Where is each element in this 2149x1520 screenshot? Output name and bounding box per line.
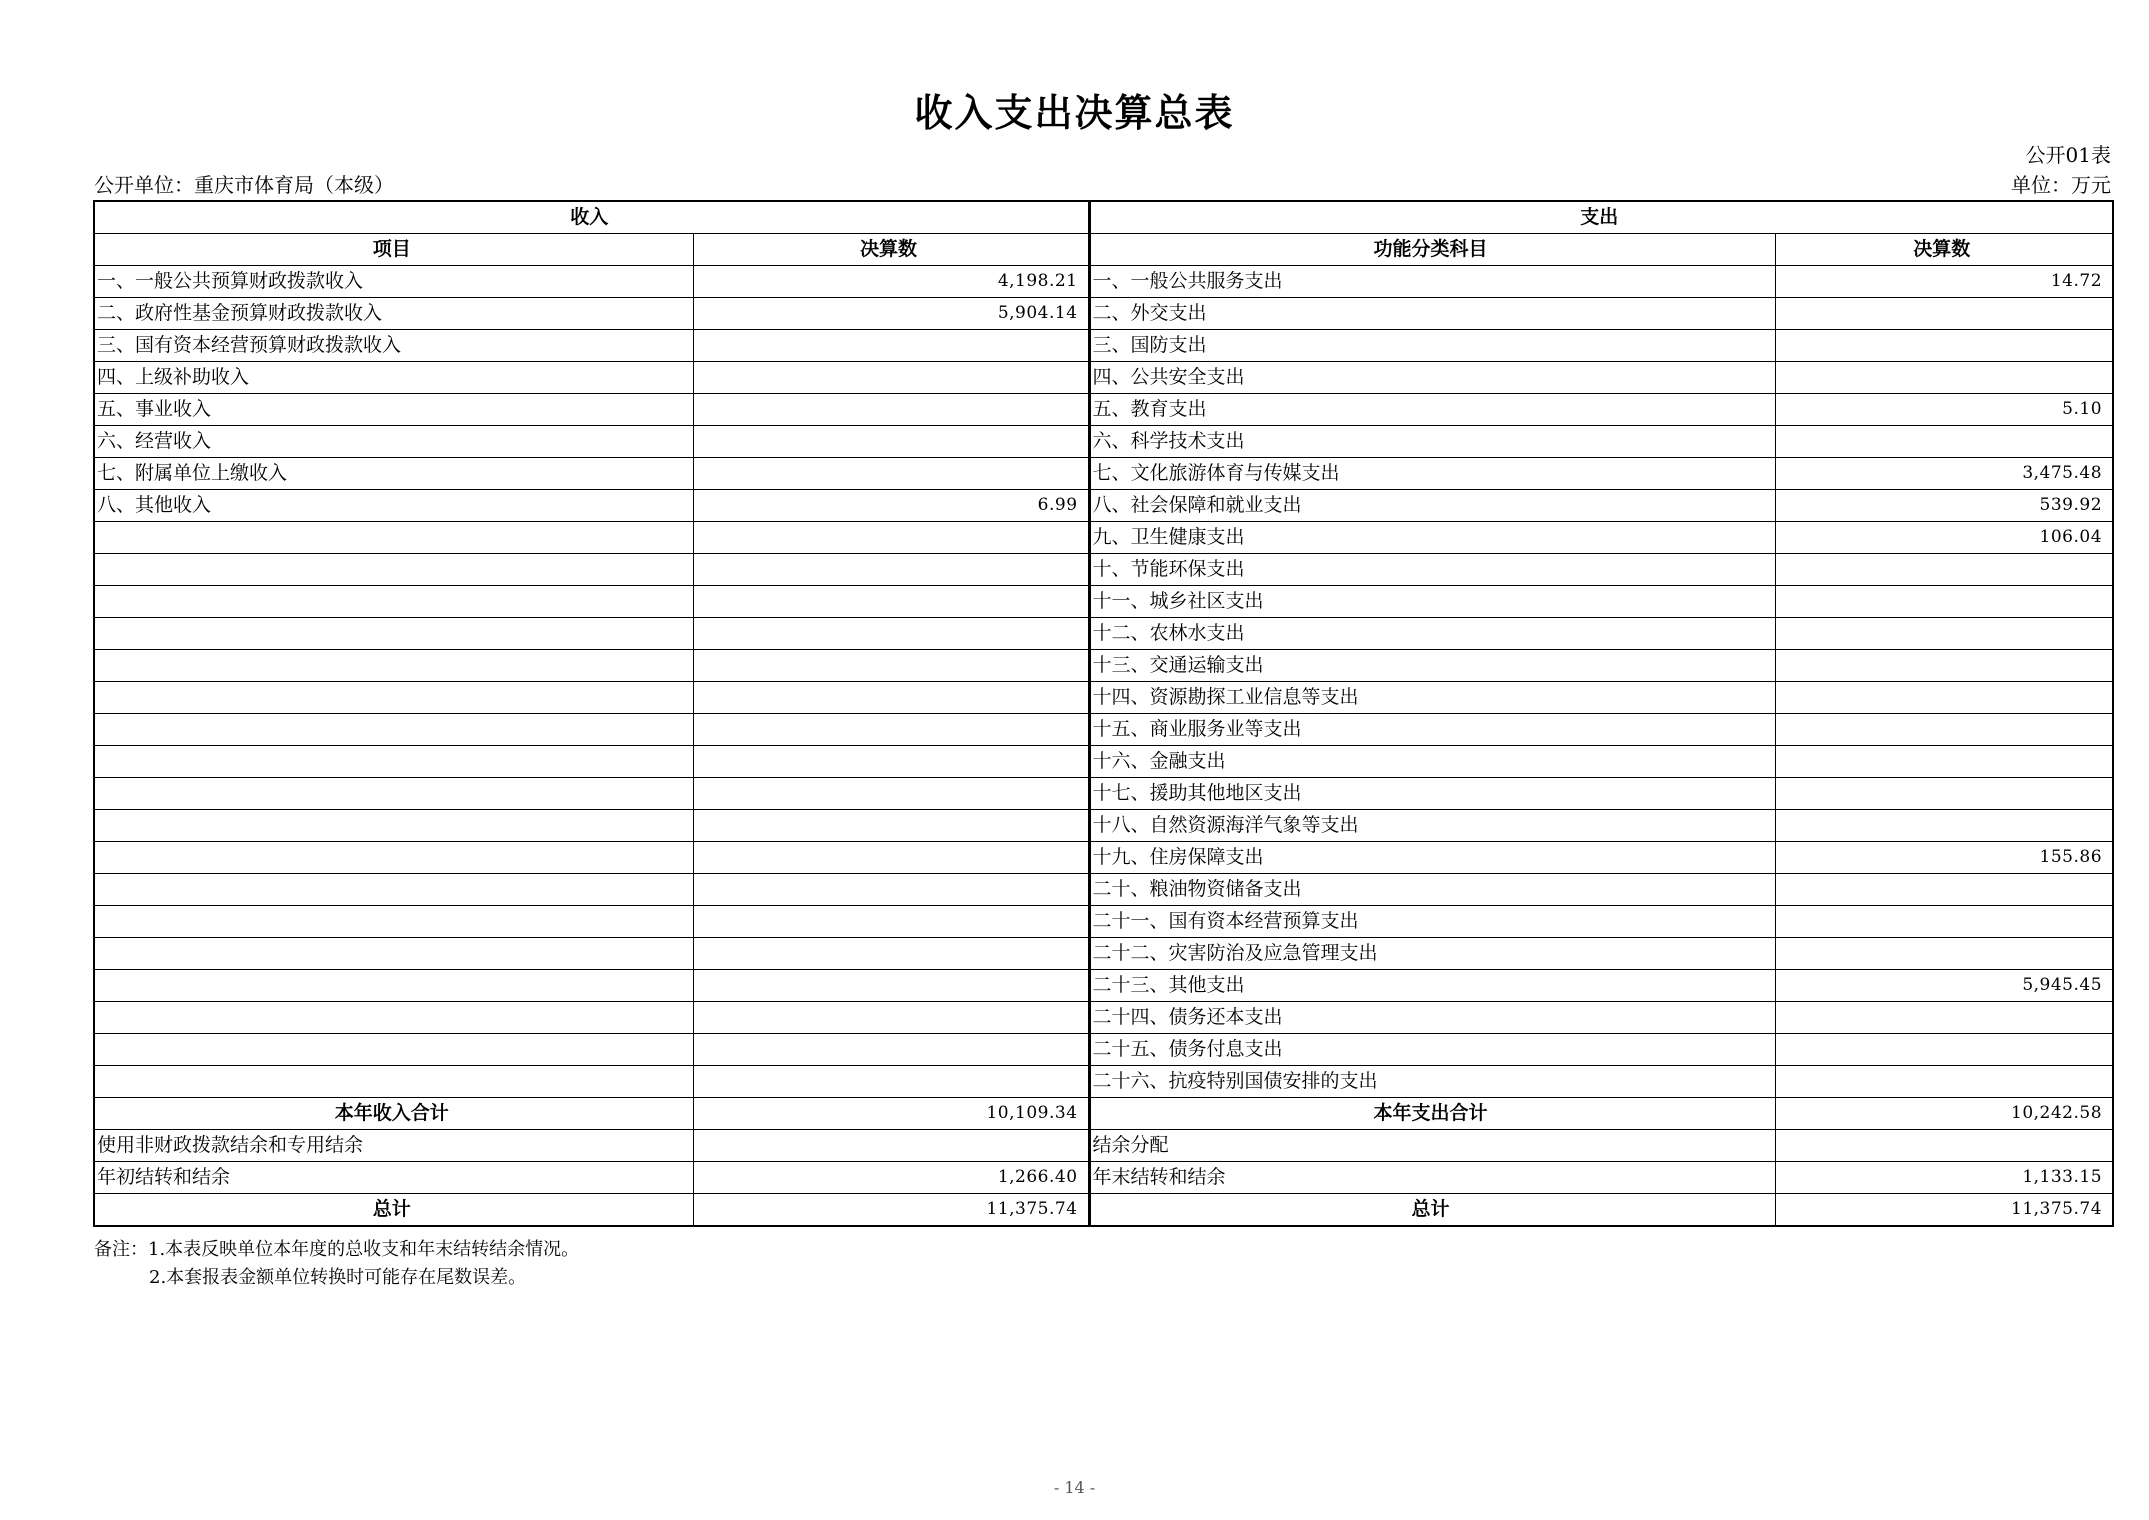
income-amount-cell: 1,266.40 xyxy=(693,1162,1089,1194)
income-amount-cell: 4,198.21 xyxy=(693,266,1089,298)
expense-item-cell: 六、科学技术支出 xyxy=(1089,426,1775,458)
income-item-cell xyxy=(94,682,693,714)
income-item-cell: 三、国有资本经营预算财政拨款收入 xyxy=(94,330,693,362)
header-row-2 xyxy=(94,234,2113,266)
expense-amount-cell xyxy=(1775,874,2113,906)
table-row xyxy=(94,618,2113,650)
table-row xyxy=(94,682,2113,714)
expense-item-cell: 十、节能环保支出 xyxy=(1089,554,1775,586)
expense-amount-cell xyxy=(1775,778,2113,810)
expense-amount-cell xyxy=(1775,682,2113,714)
expense-amount-cell xyxy=(1775,426,2113,458)
expense-amount-cell xyxy=(1775,1130,2113,1162)
expense-item-cell: 七、文化旅游体育与传媒支出 xyxy=(1089,458,1775,490)
expense-amount-cell xyxy=(1775,714,2113,746)
expense-item-cell: 十五、商业服务业等支出 xyxy=(1089,714,1775,746)
expense-item-cell: 二十二、灾害防治及应急管理支出 xyxy=(1089,938,1775,970)
form-number: 公开01表 xyxy=(2025,143,2111,167)
expense-amount-cell xyxy=(1775,810,2113,842)
table-row xyxy=(94,938,2113,970)
income-item-cell xyxy=(94,874,693,906)
table-row xyxy=(94,778,2113,810)
expense-item-cell: 十四、资源勘探工业信息等支出 xyxy=(1089,682,1775,714)
table-row xyxy=(94,746,2113,778)
income-item-cell xyxy=(94,554,693,586)
expense-amount-cell xyxy=(1775,1066,2113,1098)
table-row xyxy=(94,874,2113,906)
table-row xyxy=(94,490,2113,522)
income-amount-cell xyxy=(693,1034,1089,1066)
income-item-cell xyxy=(94,810,693,842)
expense-item-cell: 二十四、债务还本支出 xyxy=(1089,1002,1775,1034)
expense-item-cell: 十七、援助其他地区支出 xyxy=(1089,778,1775,810)
income-amount-cell: 6.99 xyxy=(693,490,1089,522)
expense-item-cell: 十六、金融支出 xyxy=(1089,746,1775,778)
expense-item-cell: 十九、住房保障支出 xyxy=(1089,842,1775,874)
income-item-cell: 七、附属单位上缴收入 xyxy=(94,458,693,490)
func-class-column-header: 功能分类科目 xyxy=(1089,234,1775,266)
income-amount-cell xyxy=(693,1066,1089,1098)
income-item-cell xyxy=(94,746,693,778)
expense-amount-cell xyxy=(1775,554,2113,586)
income-amount-cell xyxy=(693,1130,1089,1162)
income-amount-cell xyxy=(693,778,1089,810)
table-row xyxy=(94,362,2113,394)
table-row xyxy=(94,554,2113,586)
note-2: 2.本套报表金额单位转换时可能存在尾数误差。 xyxy=(149,1267,527,1288)
currency-unit: 单位：万元 xyxy=(2011,173,2111,197)
income-subtotal-label: 本年收入合计 xyxy=(94,1098,693,1130)
expense-amount-cell: 14.72 xyxy=(1775,266,2113,298)
income-amount-cell xyxy=(693,874,1089,906)
note-1: 备注：1.本表反映单位本年度的总收支和年末结转结余情况。 xyxy=(94,1239,580,1260)
income-item-cell: 四、上级补助收入 xyxy=(94,362,693,394)
income-item-cell xyxy=(94,650,693,682)
expense-amount-cell xyxy=(1775,362,2113,394)
income-amount-cell xyxy=(693,362,1089,394)
item-column-header: 项目 xyxy=(94,234,693,266)
table-row xyxy=(94,1066,2113,1098)
income-amount-cell xyxy=(693,586,1089,618)
expense-amount-cell: 5.10 xyxy=(1775,394,2113,426)
expense-item-cell: 一、一般公共服务支出 xyxy=(1089,266,1775,298)
notes xyxy=(94,1236,579,1292)
expense-item-cell: 九、卫生健康支出 xyxy=(1089,522,1775,554)
table-row xyxy=(94,650,2113,682)
expense-amount-cell: 106.04 xyxy=(1775,522,2113,554)
expense-total-label: 总计 xyxy=(1089,1194,1775,1227)
income-amount-cell xyxy=(693,970,1089,1002)
income-amount-cell xyxy=(693,522,1089,554)
table-row xyxy=(94,266,2113,298)
page-number: - 14 - xyxy=(1053,1478,1096,1497)
reporting-unit: 公开单位：重庆市体育局（本级） xyxy=(94,173,394,197)
income-item-cell xyxy=(94,906,693,938)
expense-amount-cell xyxy=(1775,650,2113,682)
income-item-cell xyxy=(94,618,693,650)
income-item-cell xyxy=(94,1066,693,1098)
amount-column-header: 决算数 xyxy=(693,234,1089,266)
table-row xyxy=(94,1002,2113,1034)
income-total-amount: 11,375.74 xyxy=(693,1194,1089,1227)
table-row xyxy=(94,1034,2113,1066)
expense-item-cell: 十八、自然资源海洋气象等支出 xyxy=(1089,810,1775,842)
income-expense-table xyxy=(93,200,2114,1227)
expense-item-cell: 二、外交支出 xyxy=(1089,298,1775,330)
income-item-cell xyxy=(94,1034,693,1066)
income-amount-cell xyxy=(693,458,1089,490)
income-item-cell xyxy=(94,586,693,618)
expense-amount-cell xyxy=(1775,586,2113,618)
expense-item-cell: 四、公共安全支出 xyxy=(1089,362,1775,394)
income-amount-cell: 5,904.14 xyxy=(693,298,1089,330)
table-row xyxy=(94,522,2113,554)
expense-item-cell: 二十一、国有资本经营预算支出 xyxy=(1089,906,1775,938)
expense-amount-cell xyxy=(1775,1034,2113,1066)
table-row xyxy=(94,1162,2113,1194)
income-item-cell xyxy=(94,522,693,554)
expense-item-cell: 二十三、其他支出 xyxy=(1089,970,1775,1002)
expense-amount-cell: 155.86 xyxy=(1775,842,2113,874)
table-row xyxy=(94,426,2113,458)
expense-amount-cell: 539.92 xyxy=(1775,490,2113,522)
header-row-1 xyxy=(94,201,2113,234)
income-item-cell xyxy=(94,778,693,810)
table-row xyxy=(94,714,2113,746)
income-item-cell: 五、事业收入 xyxy=(94,394,693,426)
income-header: 收入 xyxy=(94,201,1089,234)
expense-amount-cell: 1,133.15 xyxy=(1775,1162,2113,1194)
income-item-cell: 一、一般公共预算财政拨款收入 xyxy=(94,266,693,298)
table-row xyxy=(94,330,2113,362)
income-item-cell: 二、政府性基金预算财政拨款收入 xyxy=(94,298,693,330)
income-item-cell xyxy=(94,970,693,1002)
income-item-cell: 使用非财政拨款结余和专用结余 xyxy=(94,1130,693,1162)
table-row xyxy=(94,810,2113,842)
expense-item-cell: 八、社会保障和就业支出 xyxy=(1089,490,1775,522)
expense-amount-cell xyxy=(1775,906,2113,938)
page-title: 收入支出决算总表 xyxy=(914,91,1235,135)
income-subtotal-amount: 10,109.34 xyxy=(693,1098,1089,1130)
income-item-cell: 八、其他收入 xyxy=(94,490,693,522)
expense-amount-cell: 5,945.45 xyxy=(1775,970,2113,1002)
expense-item-cell: 三、国防支出 xyxy=(1089,330,1775,362)
expense-amount-cell xyxy=(1775,298,2113,330)
income-amount-cell xyxy=(693,714,1089,746)
table-row xyxy=(94,394,2113,426)
income-amount-cell xyxy=(693,394,1089,426)
expense-subtotal-label: 本年支出合计 xyxy=(1089,1098,1775,1130)
expense-item-cell: 十二、农林水支出 xyxy=(1089,618,1775,650)
total-row xyxy=(94,1194,2113,1227)
table-row xyxy=(94,1130,2113,1162)
expense-item-cell: 二十、粮油物资储备支出 xyxy=(1089,874,1775,906)
table-row xyxy=(94,842,2113,874)
income-item-cell: 年初结转和结余 xyxy=(94,1162,693,1194)
expense-item-cell: 二十五、债务付息支出 xyxy=(1089,1034,1775,1066)
income-amount-cell xyxy=(693,746,1089,778)
expense-item-cell: 十一、城乡社区支出 xyxy=(1089,586,1775,618)
income-amount-cell xyxy=(693,906,1089,938)
expense-item-cell: 结余分配 xyxy=(1089,1130,1775,1162)
table-row xyxy=(94,298,2113,330)
expense-item-cell: 年末结转和结余 xyxy=(1089,1162,1775,1194)
income-amount-cell xyxy=(693,426,1089,458)
income-total-label: 总计 xyxy=(94,1194,693,1227)
expense-amount-cell xyxy=(1775,746,2113,778)
income-amount-cell xyxy=(693,618,1089,650)
expense-amount-cell xyxy=(1775,330,2113,362)
expense-amount-cell xyxy=(1775,618,2113,650)
expense-header: 支出 xyxy=(1089,201,2113,234)
income-amount-cell xyxy=(693,330,1089,362)
table-row xyxy=(94,906,2113,938)
income-item-cell xyxy=(94,938,693,970)
expense-amount-cell xyxy=(1775,938,2113,970)
amount2-column-header: 决算数 xyxy=(1775,234,2113,266)
expense-subtotal-amount: 10,242.58 xyxy=(1775,1098,2113,1130)
income-amount-cell xyxy=(693,938,1089,970)
income-item-cell xyxy=(94,842,693,874)
table-row xyxy=(94,458,2113,490)
table-row xyxy=(94,970,2113,1002)
subtotal-row xyxy=(94,1098,2113,1130)
expense-item-cell: 十三、交通运输支出 xyxy=(1089,650,1775,682)
expense-total-amount: 11,375.74 xyxy=(1775,1194,2113,1227)
income-item-cell xyxy=(94,714,693,746)
expense-item-cell: 二十六、抗疫特别国债安排的支出 xyxy=(1089,1066,1775,1098)
income-amount-cell xyxy=(693,842,1089,874)
income-amount-cell xyxy=(693,1002,1089,1034)
income-amount-cell xyxy=(693,554,1089,586)
expense-item-cell: 五、教育支出 xyxy=(1089,394,1775,426)
income-amount-cell xyxy=(693,682,1089,714)
table-row xyxy=(94,586,2113,618)
income-amount-cell xyxy=(693,650,1089,682)
income-item-cell: 六、经营收入 xyxy=(94,426,693,458)
expense-amount-cell xyxy=(1775,1002,2113,1034)
income-item-cell xyxy=(94,1002,693,1034)
income-amount-cell xyxy=(693,810,1089,842)
expense-amount-cell: 3,475.48 xyxy=(1775,458,2113,490)
